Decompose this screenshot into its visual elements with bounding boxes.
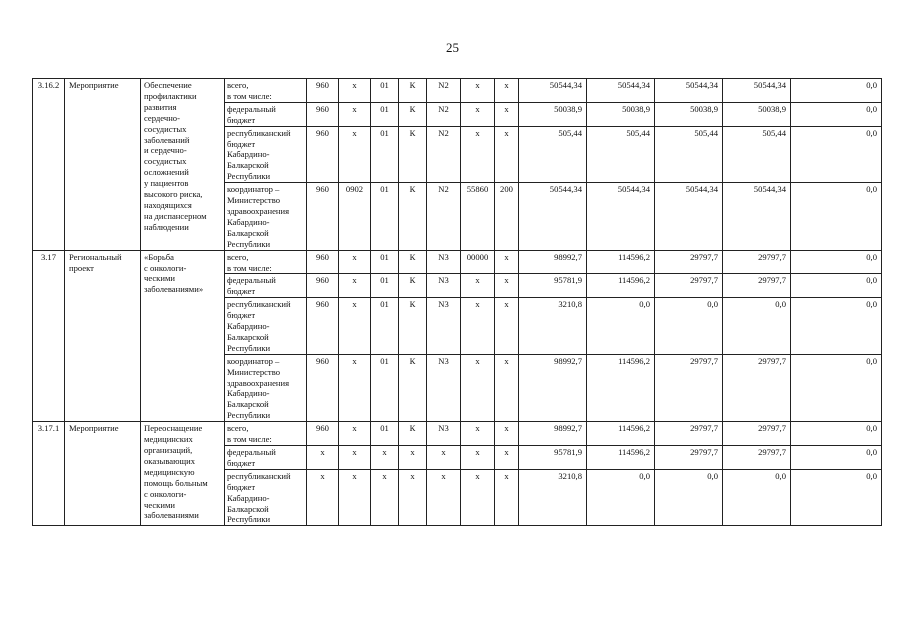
code-direction-cell: x <box>461 469 495 526</box>
code-direction-cell: 00000 <box>461 250 495 274</box>
code-grbs-cell: 960 <box>307 250 339 274</box>
code-direction-cell: x <box>461 354 495 421</box>
code-grbs-cell: 960 <box>307 274 339 298</box>
code-subprogram-cell: x <box>399 446 427 470</box>
code-expense-type-cell: x <box>495 250 519 274</box>
amount-col1-cell: 50544,34 <box>519 183 587 250</box>
code-section-cell: x <box>339 298 371 355</box>
row-number-cell: 3.17.1 <box>33 422 65 526</box>
table-row <box>33 250 882 274</box>
code-project-cell: x <box>427 446 461 470</box>
amount-col1-cell: 505,44 <box>519 126 587 183</box>
amount-col2-cell: 50544,34 <box>587 183 655 250</box>
code-grbs-cell: 960 <box>307 183 339 250</box>
amount-col1-cell: 50544,34 <box>519 79 587 103</box>
code-grbs-cell: 960 <box>307 79 339 103</box>
code-direction-cell: x <box>461 446 495 470</box>
funding-source-cell: федеральный бюджет <box>225 274 307 298</box>
amount-col5-cell: 0,0 <box>791 422 882 446</box>
code-section-cell: x <box>339 102 371 126</box>
funding-source-cell: федеральный бюджет <box>225 102 307 126</box>
code-program-cell: 01 <box>371 298 399 355</box>
amount-col4-cell: 29797,7 <box>723 422 791 446</box>
code-program-cell: 01 <box>371 250 399 274</box>
row-name-cell: Переоснащение медицинских организаций, оказывающих медицинскую помощь больным с онкологи- ческими заболеваниями <box>141 422 225 526</box>
code-direction-cell: 55860 <box>461 183 495 250</box>
code-program-cell: x <box>371 469 399 526</box>
amount-col1-cell: 95781,9 <box>519 274 587 298</box>
funding-source-cell: координатор – Министерство здравоохранения Кабардино- Балкарской Республики <box>225 183 307 250</box>
code-program-cell: 01 <box>371 79 399 103</box>
code-program-cell: 01 <box>371 354 399 421</box>
code-section-cell: x <box>339 446 371 470</box>
amount-col2-cell: 114596,2 <box>587 250 655 274</box>
code-subprogram-cell: К <box>399 354 427 421</box>
amount-col1-cell: 98992,7 <box>519 422 587 446</box>
code-program-cell: 01 <box>371 183 399 250</box>
amount-col3-cell: 0,0 <box>655 469 723 526</box>
funding-source-cell: федеральный бюджет <box>225 446 307 470</box>
funding-source-cell: всего, в том числе: <box>225 250 307 274</box>
code-project-cell: N2 <box>427 102 461 126</box>
code-project-cell: N2 <box>427 183 461 250</box>
code-grbs-cell: 960 <box>307 422 339 446</box>
amount-col1-cell: 95781,9 <box>519 446 587 470</box>
row-name-cell: «Борьба с онкологи- ческими заболеваниями» <box>141 250 225 422</box>
code-section-cell: 0902 <box>339 183 371 250</box>
code-direction-cell: x <box>461 126 495 183</box>
row-name-cell: Обеспечение профилактики развития сердечно- сосудистых заболеваний и сердечно- сосудистых осложнений у пациентов высокого риска, находящихся на диспансерном наблюдении <box>141 79 225 251</box>
code-project-cell: N3 <box>427 298 461 355</box>
code-subprogram-cell: К <box>399 298 427 355</box>
amount-col5-cell: 0,0 <box>791 250 882 274</box>
code-program-cell: x <box>371 446 399 470</box>
amount-col2-cell: 505,44 <box>587 126 655 183</box>
funding-source-cell: всего, в том числе: <box>225 79 307 103</box>
code-project-cell: N3 <box>427 422 461 446</box>
code-subprogram-cell: К <box>399 183 427 250</box>
amount-col4-cell: 50544,34 <box>723 183 791 250</box>
amount-col4-cell: 505,44 <box>723 126 791 183</box>
amount-col5-cell: 0,0 <box>791 354 882 421</box>
amount-col3-cell: 50038,9 <box>655 102 723 126</box>
amount-col3-cell: 50544,34 <box>655 79 723 103</box>
code-project-cell: x <box>427 469 461 526</box>
amount-col2-cell: 50544,34 <box>587 79 655 103</box>
code-section-cell: x <box>339 469 371 526</box>
code-expense-type-cell: x <box>495 79 519 103</box>
code-section-cell: x <box>339 250 371 274</box>
code-subprogram-cell: К <box>399 250 427 274</box>
amount-col2-cell: 50038,9 <box>587 102 655 126</box>
amount-col2-cell: 114596,2 <box>587 274 655 298</box>
code-subprogram-cell: x <box>399 469 427 526</box>
code-subprogram-cell: К <box>399 274 427 298</box>
code-direction-cell: x <box>461 298 495 355</box>
row-number-cell: 3.16.2 <box>33 79 65 251</box>
funding-source-cell: республиканский бюджет Кабардино- Балкарской Республики <box>225 469 307 526</box>
amount-col5-cell: 0,0 <box>791 274 882 298</box>
amount-col1-cell: 98992,7 <box>519 250 587 274</box>
code-section-cell: x <box>339 79 371 103</box>
funding-source-cell: всего, в том числе: <box>225 422 307 446</box>
code-program-cell: 01 <box>371 422 399 446</box>
amount-col3-cell: 29797,7 <box>655 274 723 298</box>
code-grbs-cell: x <box>307 469 339 526</box>
code-program-cell: 01 <box>371 102 399 126</box>
amount-col3-cell: 29797,7 <box>655 250 723 274</box>
code-section-cell: x <box>339 274 371 298</box>
code-program-cell: 01 <box>371 274 399 298</box>
amount-col3-cell: 0,0 <box>655 298 723 355</box>
budget-table-body <box>33 79 882 526</box>
code-expense-type-cell: x <box>495 354 519 421</box>
code-section-cell: x <box>339 126 371 183</box>
amount-col5-cell: 0,0 <box>791 446 882 470</box>
code-subprogram-cell: К <box>399 422 427 446</box>
code-grbs-cell: 960 <box>307 298 339 355</box>
amount-col3-cell: 29797,7 <box>655 446 723 470</box>
amount-col3-cell: 29797,7 <box>655 354 723 421</box>
amount-col4-cell: 29797,7 <box>723 274 791 298</box>
code-expense-type-cell: 200 <box>495 183 519 250</box>
funding-source-cell: республиканский бюджет Кабардино- Балкарской Республики <box>225 298 307 355</box>
amount-col5-cell: 0,0 <box>791 183 882 250</box>
code-subprogram-cell: К <box>399 79 427 103</box>
code-subprogram-cell: К <box>399 126 427 183</box>
code-project-cell: N2 <box>427 79 461 103</box>
amount-col3-cell: 29797,7 <box>655 422 723 446</box>
funding-source-cell: координатор – Министерство здравоохранения Кабардино- Балкарской Республики <box>225 354 307 421</box>
code-direction-cell: x <box>461 102 495 126</box>
amount-col2-cell: 114596,2 <box>587 446 655 470</box>
amount-col4-cell: 0,0 <box>723 469 791 526</box>
code-section-cell: x <box>339 422 371 446</box>
table-row <box>33 422 882 446</box>
code-grbs-cell: 960 <box>307 126 339 183</box>
code-project-cell: N3 <box>427 250 461 274</box>
row-type-cell: Региональный проект <box>65 250 141 422</box>
amount-col1-cell: 98992,7 <box>519 354 587 421</box>
code-expense-type-cell: x <box>495 102 519 126</box>
amount-col5-cell: 0,0 <box>791 126 882 183</box>
code-expense-type-cell: x <box>495 126 519 183</box>
code-expense-type-cell: x <box>495 446 519 470</box>
code-expense-type-cell: x <box>495 469 519 526</box>
code-grbs-cell: 960 <box>307 102 339 126</box>
amount-col2-cell: 114596,2 <box>587 354 655 421</box>
amount-col3-cell: 505,44 <box>655 126 723 183</box>
amount-col1-cell: 3210,8 <box>519 469 587 526</box>
code-expense-type-cell: x <box>495 274 519 298</box>
code-subprogram-cell: К <box>399 102 427 126</box>
amount-col5-cell: 0,0 <box>791 298 882 355</box>
amount-col1-cell: 50038,9 <box>519 102 587 126</box>
row-number-cell: 3.17 <box>33 250 65 422</box>
amount-col2-cell: 0,0 <box>587 469 655 526</box>
amount-col4-cell: 50544,34 <box>723 79 791 103</box>
amount-col3-cell: 50544,34 <box>655 183 723 250</box>
code-grbs-cell: x <box>307 446 339 470</box>
page-number: 25 <box>446 40 459 55</box>
code-direction-cell: x <box>461 274 495 298</box>
code-section-cell: x <box>339 354 371 421</box>
code-direction-cell: x <box>461 79 495 103</box>
amount-col4-cell: 29797,7 <box>723 354 791 421</box>
amount-col4-cell: 0,0 <box>723 298 791 355</box>
amount-col5-cell: 0,0 <box>791 79 882 103</box>
code-expense-type-cell: x <box>495 422 519 446</box>
code-project-cell: N3 <box>427 354 461 421</box>
code-project-cell: N3 <box>427 274 461 298</box>
table-row <box>33 79 882 103</box>
amount-col4-cell: 29797,7 <box>723 250 791 274</box>
row-type-cell: Мероприятие <box>65 422 141 526</box>
code-direction-cell: x <box>461 422 495 446</box>
amount-col5-cell: 0,0 <box>791 102 882 126</box>
amount-col4-cell: 29797,7 <box>723 446 791 470</box>
code-expense-type-cell: x <box>495 298 519 355</box>
amount-col4-cell: 50038,9 <box>723 102 791 126</box>
amount-col5-cell: 0,0 <box>791 469 882 526</box>
amount-col2-cell: 114596,2 <box>587 422 655 446</box>
code-grbs-cell: 960 <box>307 354 339 421</box>
amount-col2-cell: 0,0 <box>587 298 655 355</box>
row-type-cell: Мероприятие <box>65 79 141 251</box>
code-project-cell: N2 <box>427 126 461 183</box>
amount-col1-cell: 3210,8 <box>519 298 587 355</box>
funding-source-cell: республиканский бюджет Кабардино- Балкарской Республики <box>225 126 307 183</box>
code-program-cell: 01 <box>371 126 399 183</box>
budget-table <box>32 78 882 526</box>
